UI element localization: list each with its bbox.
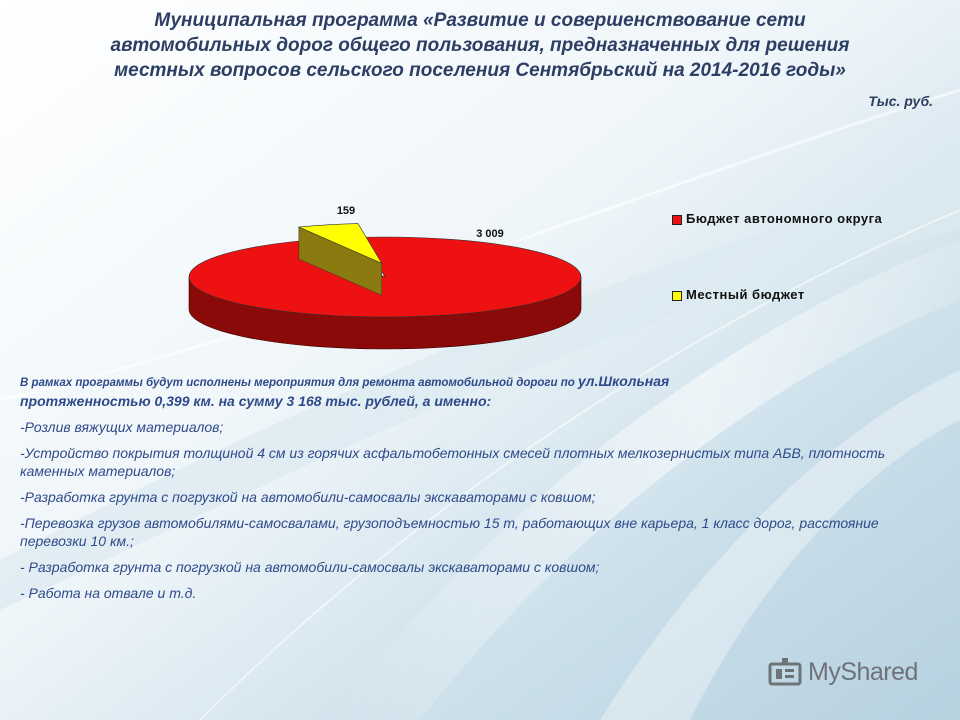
watermark-text: MyShared <box>808 658 918 686</box>
title-line: автомобильных дорог общего пользования, предназначенных для решения <box>110 35 850 56</box>
pie-slice-autonomous-okrug <box>189 237 581 317</box>
units-label: Тыс. руб. <box>868 93 933 109</box>
legend-swatch <box>672 215 682 225</box>
work-item: -Розлив вяжущих материалов; <box>20 419 224 435</box>
intro-text <box>20 372 920 410</box>
intro-street: ул.Школьная <box>578 373 670 389</box>
pie-chart <box>170 195 610 365</box>
title-line: местных вопросов сельского поселения Сентябрьский на 2014-2016 годы» <box>114 60 846 81</box>
work-item: -Разработка грунта с погрузкой на автомобили-самосвалы экскаваторами с ковшом; <box>20 489 596 505</box>
program-description <box>20 372 920 602</box>
work-item: -Перевозка грузов автомобилями-самосвалами, грузоподъемностью 15 т, работающих вне карьера, 1 класс дорог, расстояние перевозки 10 км.; <box>20 515 879 549</box>
pie-value-label-local-budget: 159 <box>336 205 356 217</box>
intro-lead: В рамках программы будут исполнены мероприятия для ремонта автомобильной дороги по <box>20 377 579 389</box>
legend-label: Местный бюджет <box>686 287 805 302</box>
legend-swatch <box>672 291 682 301</box>
slide-title <box>40 8 920 83</box>
projector-logo-icon <box>768 658 802 690</box>
legend-label: Бюджет автономного округа <box>686 211 883 226</box>
work-item: - Работа на отвале и т.д. <box>20 585 197 601</box>
intro-length-sum: протяженностью 0,399 км. на сумму 3 168 тыс. рублей, а именно: <box>20 393 492 409</box>
work-item: -Устройство покрытия толщиной 4 см из горячих асфальтобетонных смесей плотных мелкозернистых типа АБВ, плотность каменных материалов; <box>20 445 886 479</box>
pie-value-label-autonomous-okrug: 3 009 <box>476 228 504 240</box>
title-line: Муниципальная программа «Развитие и совершенствование сети <box>154 10 806 31</box>
work-item: - Разработка грунта с погрузкой на автомобили-самосвалы экскаваторами с ковшом; <box>20 559 600 575</box>
